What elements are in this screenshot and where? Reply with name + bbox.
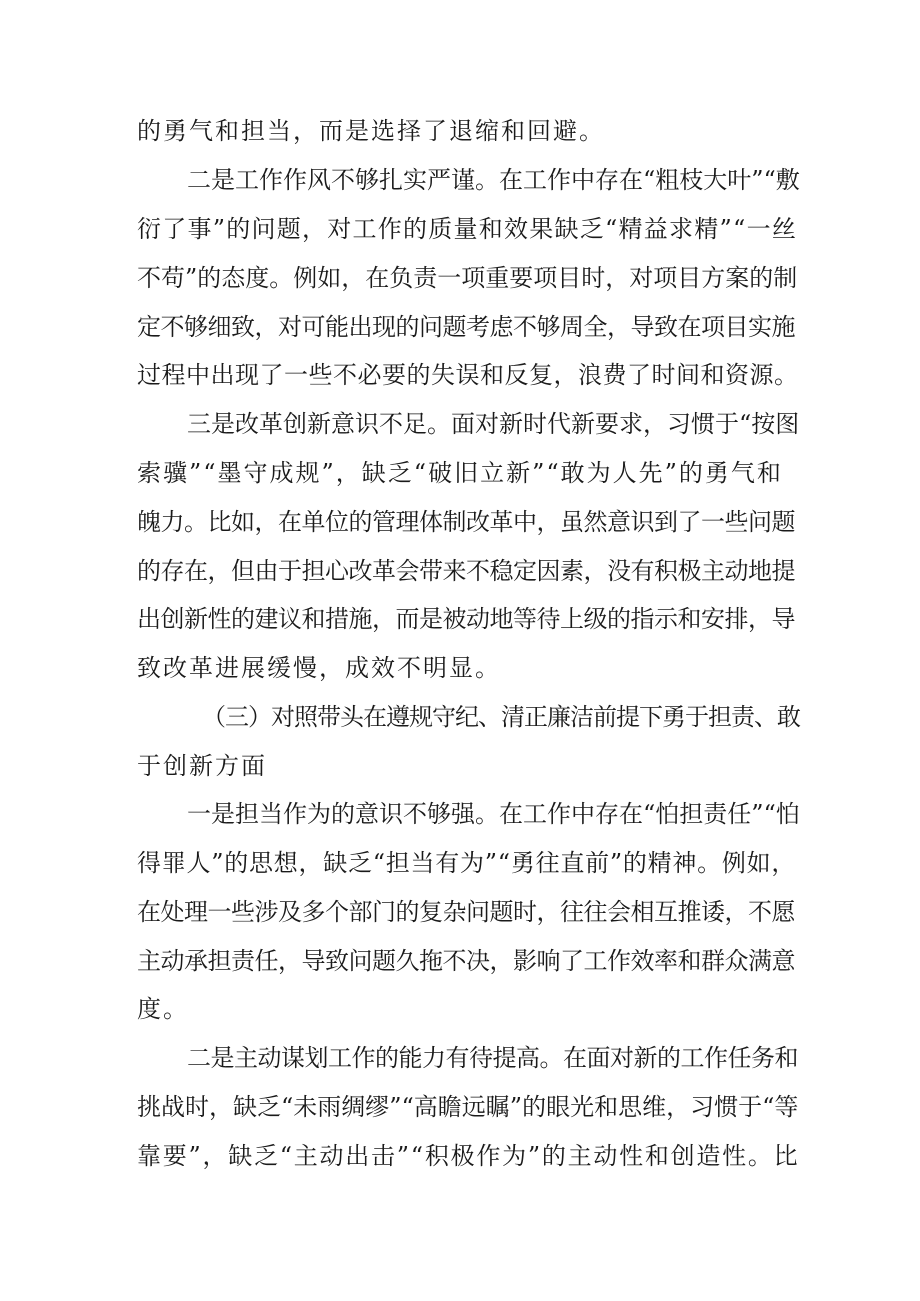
text-line: 致改革进展缓慢，成效不明显。 [137,654,501,682]
text-line: 得罪人”的思想，缺乏“担当有为”“勇往直前”的精神。例如， [137,849,797,877]
text-line: 靠要”，缺乏“主动出击”“积极作为”的主动性和创造性。比 [137,1142,800,1170]
text-line: 度。 [137,995,189,1023]
paragraph-first-line: 三是改革创新意识不足。面对新时代新要求，习惯于“按图 [187,410,800,438]
paragraph-first-line: 一是担当作为的意识不够强。在工作中存在“怕担责任”“怕 [187,800,800,828]
text-line: 索骥”“墨守成规”，缺乏“破旧立新”“敢为人先”的勇气和 [137,459,783,487]
text-line: 挑战时，缺乏“未雨绸缪”“高瞻远瞩”的眼光和思维，习惯于“等 [137,1093,799,1121]
text-line: 魄力。比如，在单位的管理体制改革中，虽然意识到了一些问题 [137,508,795,536]
text-line: 衍了事”的问题，对工作的质量和效果缺乏“精益求精”“一丝 [137,215,798,243]
section-heading: （三）对照带头在遵规守纪、清正廉洁前提下勇于担责、敢 [202,703,800,731]
text-line: 定不够细致，对可能出现的问题考虑不够周全，导致在项目实施 [137,313,795,341]
text-line: 的存在，但由于担心改革会带来不稳定因素，没有积极主动地提 [137,557,795,585]
text-line: 的勇气和担当，而是选择了退缩和回避。 [137,117,605,145]
paragraph-first-line: 二是工作作风不够扎实严谨。在工作中存在“粗枝大叶”“敷 [187,166,800,194]
text-line: 主动承担责任，导致问题久拖不决，影响了工作效率和群众满意 [137,947,795,975]
text-line: 不苟”的态度。例如，在负责一项重要项目时，对项目方案的制 [137,264,798,292]
paragraph-first-line: 二是主动谋划工作的能力有待提高。在面对新的工作任务和 [187,1044,798,1072]
text-line: 过程中出现了一些不必要的失误和反复，浪费了时间和资源。 [137,361,799,389]
text-line: 出创新性的建议和措施，而是被动地等待上级的指示和安排，导 [137,605,795,633]
section-heading-continued: 于创新方面 [137,752,267,780]
text-line: 在处理一些涉及多个部门的复杂问题时，往往会相互推诿，不愿 [137,898,795,926]
